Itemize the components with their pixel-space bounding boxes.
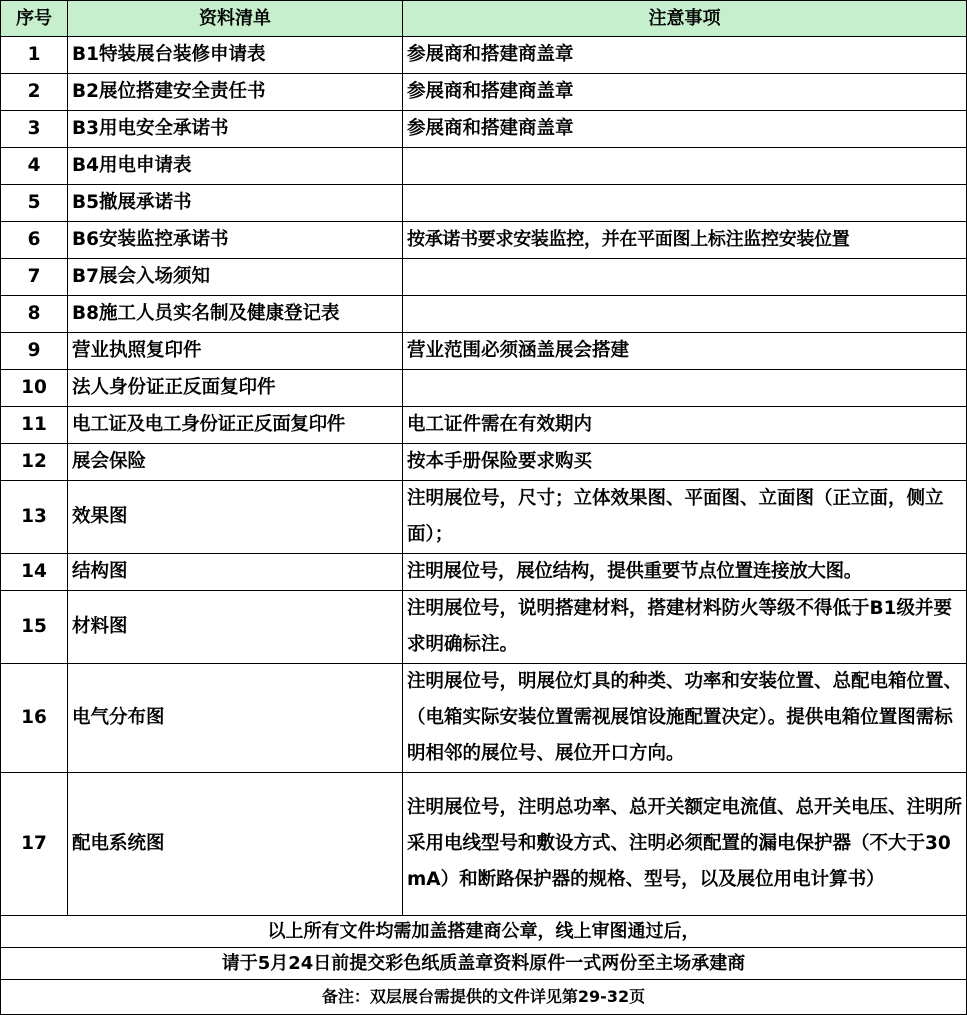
row-note: 注明展位号，尺寸；立体效果图、平面图、立面图（正立面，侧立面）； [407,488,944,545]
row-document: 电工证及电工身份证正反面复印件 [68,407,403,444]
row-document: B2展位搭建安全责任书 [68,74,403,111]
row-number: 15 [1,591,68,664]
header-row [1,1,967,37]
table-row [1,111,967,148]
table-row [1,773,967,916]
row-document: B7展会入场须知 [68,259,403,296]
row-note: 参展商和搭建商盖章 [403,111,967,148]
row-note [403,185,967,222]
row-number: 9 [1,333,68,370]
footer-line-2: 请于5月24日前提交彩色纸质盖章资料原件一式两份至主场承建商 [1,948,967,980]
row-note: 参展商和搭建商盖章 [403,37,967,74]
row-document: B6安装监控承诺书 [68,222,403,259]
row-number: 7 [1,259,68,296]
remark-row [1,980,967,1015]
row-note: 营业范围必须涵盖展会搭建 [403,333,967,370]
row-document: 配电系统图 [68,773,403,916]
row-note: 按承诺书要求安装监控，并在平面图上标注监控安装位置 [403,222,967,259]
table-row [1,370,967,407]
row-note: 注明展位号，说明搭建材料，搭建材料防火等级不得低于B1级并要求明确标注。 [407,598,952,655]
row-note [403,148,967,185]
row-document: B5撤展承诺书 [68,185,403,222]
row-number: 6 [1,222,68,259]
row-document: B3用电安全承诺书 [68,111,403,148]
row-document: 结构图 [68,554,403,591]
row-document: B1特装展台装修申请表 [68,37,403,74]
footer-line-1: 以上所有文件均需加盖搭建商公章，线上审图通过后， [1,916,967,948]
row-note: 注明展位号，展位结构，提供重要节点位置连接放大图。 [403,554,967,591]
row-document: 营业执照复印件 [68,333,403,370]
row-number: 16 [1,664,68,773]
table-row [1,591,967,664]
row-number: 5 [1,185,68,222]
row-note [403,370,967,407]
row-number: 4 [1,148,68,185]
row-document: 电气分布图 [68,664,403,773]
row-number: 17 [1,773,68,916]
header-serial-number: 序号 [1,1,68,37]
row-note: 参展商和搭建商盖章 [403,74,967,111]
footer-row-2 [1,948,967,980]
row-document: 法人身份证正反面复印件 [68,370,403,407]
footer-remark: 备注：双层展台需提供的文件详见第29-32页 [1,980,967,1015]
row-number: 10 [1,370,68,407]
table-row [1,296,967,333]
row-number: 11 [1,407,68,444]
row-number: 1 [1,37,68,74]
header-notes: 注意事项 [403,1,967,37]
row-document: 效果图 [68,481,403,554]
row-number: 12 [1,444,68,481]
table-row [1,148,967,185]
footer-row-1 [1,916,967,948]
row-note: 电工证件需在有效期内 [403,407,967,444]
table-row [1,259,967,296]
header-document-list: 资料清单 [68,1,403,37]
table-row [1,554,967,591]
row-note: 注明展位号，注明总功率、总开关额定电流值、总开关电压、注明所采用电线型号和敷设方式、注明必须配置的漏电保护器（不大于30mA）和断路保护器的规格、型号，以及展位用电计算书） [407,797,963,890]
row-number: 14 [1,554,68,591]
row-number: 13 [1,481,68,554]
row-note [403,296,967,333]
row-number: 2 [1,74,68,111]
table-row [1,407,967,444]
row-number: 3 [1,111,68,148]
table-row [1,222,967,259]
row-note: 按本手册保险要求购买 [403,444,967,481]
table-row [1,37,967,74]
table-row [1,185,967,222]
table-row [1,664,967,773]
row-note: 注明展位号，明展位灯具的种类、功率和安装位置、总配电箱位置、（电箱实际安装位置需视展馆设施配置决定）。提供电箱位置图需标明相邻的展位号、展位开口方向。 [407,671,963,764]
row-document: B8施工人员实名制及健康登记表 [68,296,403,333]
row-document: 材料图 [68,591,403,664]
row-document: 展会保险 [68,444,403,481]
table-row [1,333,967,370]
row-document: B4用电申请表 [68,148,403,185]
table-row [1,444,967,481]
row-number: 8 [1,296,68,333]
row-note [403,259,967,296]
table-row [1,74,967,111]
table-row [1,481,967,554]
